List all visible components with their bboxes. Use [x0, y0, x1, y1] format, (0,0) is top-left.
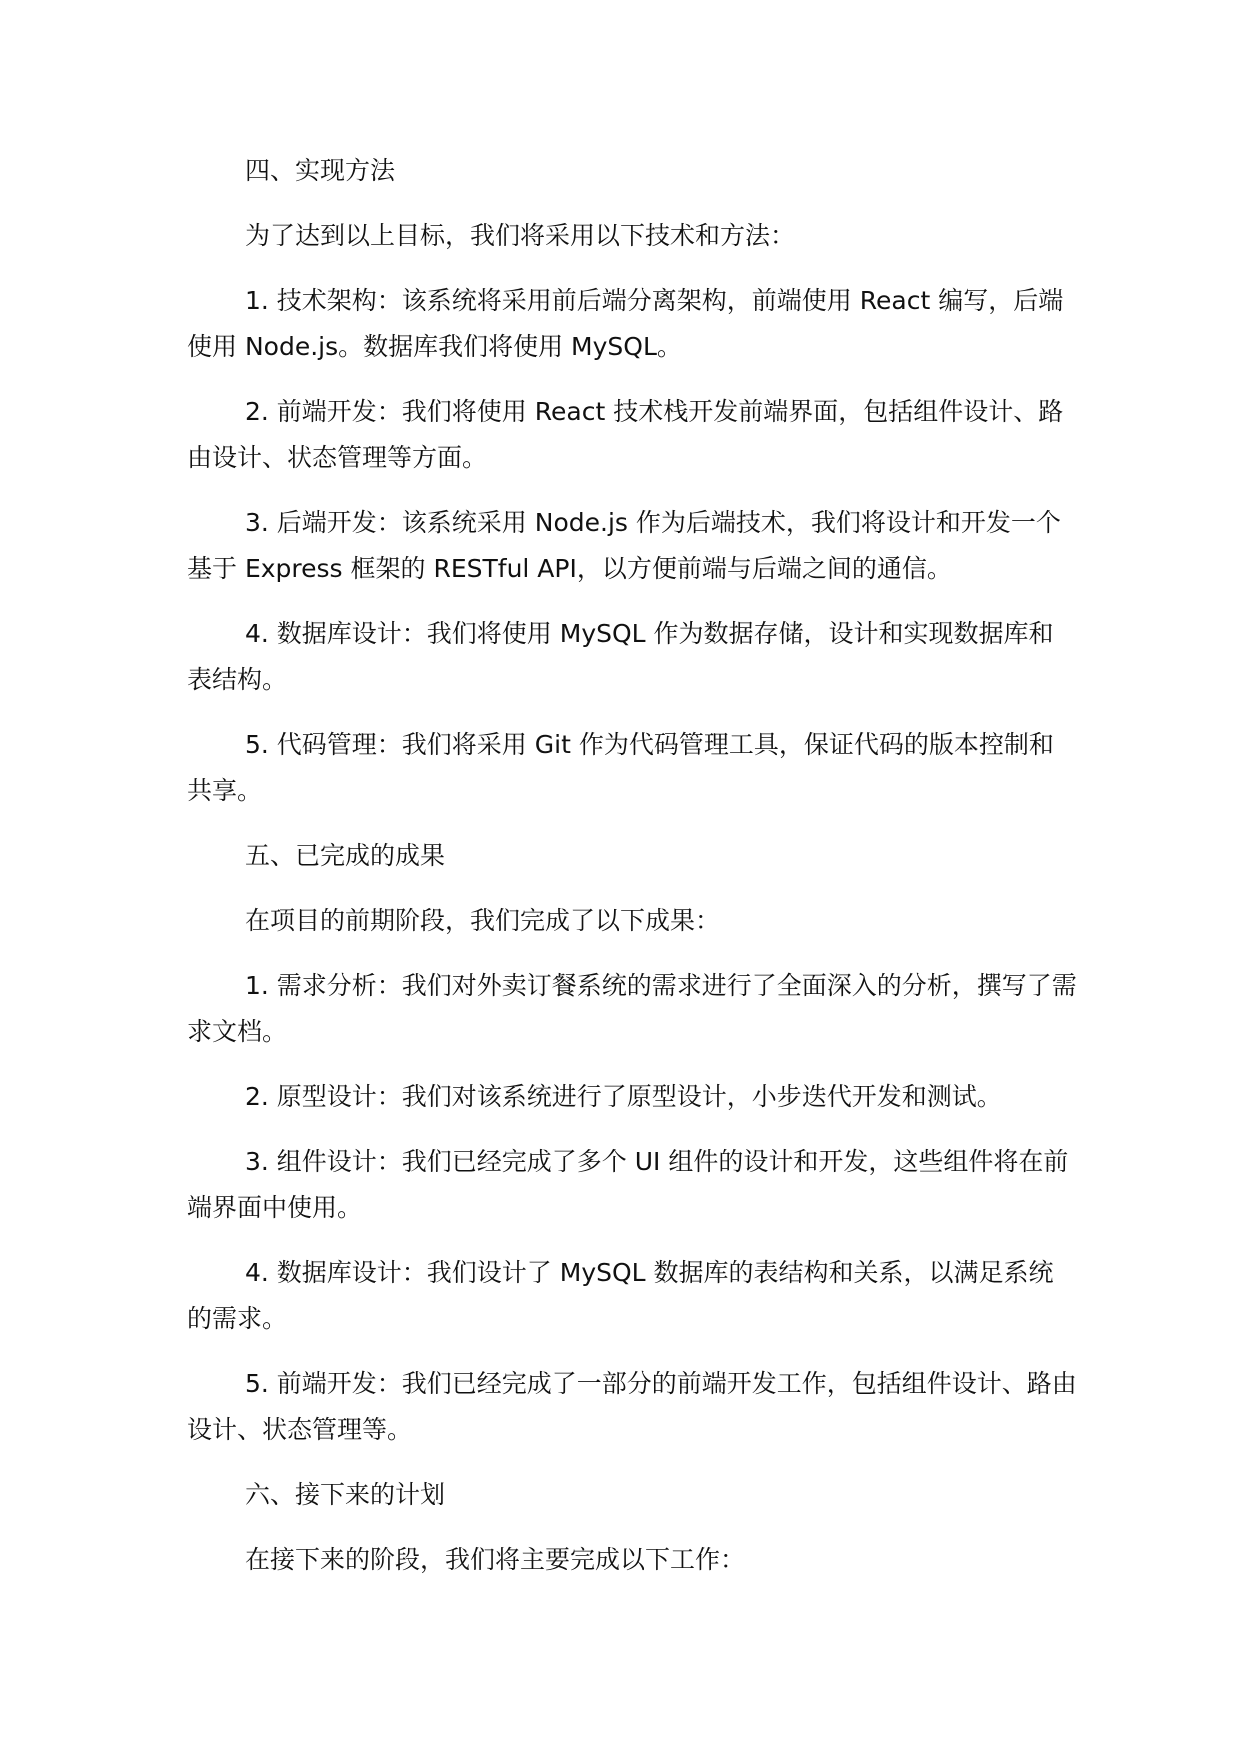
paragraph-intro-next: 在接下来的阶段，我们将主要完成以下工作： — [245, 1545, 746, 1574]
paragraph-intro-completed: 在项目的前期阶段，我们完成了以下成果： — [245, 906, 721, 935]
section-heading-completed: 五、已完成的成果 — [245, 841, 446, 870]
list-item-db-done: 4. 数据库设计：我们设计了 MySQL 数据库的表结构和关系，以满足系统的需求。 — [187, 1258, 1054, 1333]
section-heading-implementation: 四、实现方法 — [245, 156, 396, 185]
list-item-backend-dev: 3. 后端开发：该系统采用 Node.js 作为后端技术，我们将设计和开发一个基于 Express 框架的 RESTful API，以方便前端与后端之间的通信。 — [187, 508, 1061, 583]
document-body — [187, 148, 1077, 1602]
section-heading-next-plan: 六、接下来的计划 — [245, 1480, 446, 1509]
list-item-requirements: 1. 需求分析：我们对外卖订餐系统的需求进行了全面深入的分析，撰写了需求文档。 — [187, 971, 1077, 1046]
list-item-components: 3. 组件设计：我们已经完成了多个 UI 组件的设计和开发，这些组件将在前端界面中使用。 — [187, 1147, 1069, 1222]
list-item-database-design: 4. 数据库设计：我们将使用 MySQL 作为数据存储，设计和实现数据库和表结构。 — [187, 619, 1054, 694]
list-item-tech-architecture: 1. 技术架构：该系统将采用前后端分离架构，前端使用 React 编写，后端使用 Node.js。数据库我们将使用 MySQL。 — [187, 286, 1064, 361]
list-item-frontend-done: 5. 前端开发：我们已经完成了一部分的前端开发工作，包括组件设计、路由设计、状态管理等。 — [187, 1369, 1077, 1444]
list-item-frontend-dev: 2. 前端开发：我们将使用 React 技术栈开发前端界面，包括组件设计、路由设计、状态管理等方面。 — [187, 397, 1064, 472]
list-item-code-management: 5. 代码管理：我们将采用 Git 作为代码管理工具，保证代码的版本控制和共享。 — [187, 730, 1054, 805]
list-item-prototype: 2. 原型设计：我们对该系统进行了原型设计，小步迭代开发和测试。 — [245, 1082, 1002, 1111]
paragraph-intro-methods: 为了达到以上目标，我们将采用以下技术和方法： — [245, 221, 796, 250]
